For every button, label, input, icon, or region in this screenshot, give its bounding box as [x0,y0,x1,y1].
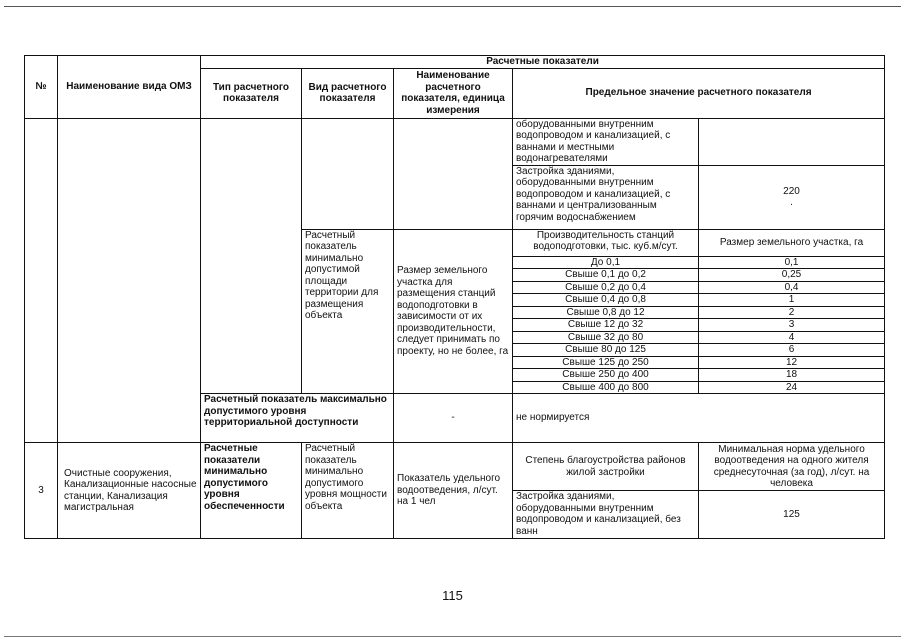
type-max-accessibility: Расчетный показатель максимально допустимого уровня территориальной доступности [201,394,394,443]
omz-sewage: Очистные сооружения, Канализационные насосные станции, Канализация магистральная [58,443,201,539]
value-220: 220 [783,185,800,197]
kind-min-area: Расчетный показатель минимально допустимой площади территории для размещения объекта [302,229,394,394]
capacity-range: Свыше 0,2 до 0,4 [513,281,699,294]
area-value: 0,1 [699,256,885,269]
area-value: 4 [699,331,885,344]
header-calc-indicators: Расчетные показатели [201,56,885,69]
area-header: Размер земельного участка, га [699,229,885,256]
continued-value-empty [699,118,885,165]
name-land-plot: Размер земельного участка для размещения станций водоподготовки в зависимости от их производительности, следует принимать по проекту, но не более, га [394,229,513,394]
kind-min-capacity: Расчетный показатель минимально допустимого уровня мощности объекта [302,443,394,539]
name-water-disposal: Показатель удельного водоотведения, л/сут. на 1 чел [394,443,513,539]
omz-cell-empty [58,118,201,443]
capacity-range: Свыше 0,4 до 0,8 [513,294,699,307]
area-value: 18 [699,369,885,382]
type-min-provision: Расчетные показатели минимально допустимого уровня обеспеченности [201,443,302,539]
building-no-bath-text: Застройка зданиями, оборудованными внутренним водопроводом и канализацией, без ванн [513,491,699,539]
capacity-range: Свыше 80 до 125 [513,344,699,357]
num-cell-empty [25,118,58,443]
row-num-3: 3 [25,443,58,539]
area-value: 6 [699,344,885,357]
capacity-range: Свыше 32 до 80 [513,331,699,344]
area-value: 12 [699,356,885,369]
scan-mark: . [790,197,793,208]
scan-frame-top [4,6,901,7]
building-no-bath-value: 125 [699,491,885,539]
area-value: 0,4 [699,281,885,294]
continued-text: оборудованными внутренним водопроводом и канализацией, с ваннами и местными водонагревателями [513,118,699,165]
name-cell-empty [394,118,513,229]
header-name-unit: Наименование расчетного показателя, единица измерения [394,68,513,118]
type-cell-empty [201,118,302,394]
header-type: Тип расчетного показателя [201,68,302,118]
norms-table [24,55,885,539]
kind-cell-empty [302,118,394,229]
capacity-header: Производительность станций водоподготовки, тыс. куб.м/сут. [513,229,699,256]
area-value: 1 [699,294,885,307]
min-norm-header: Минимальная норма удельного водоотведения на одного жителя среднесуточная (за год), л/сут. на человека [699,443,885,491]
capacity-range: Свыше 250 до 400 [513,369,699,382]
building-type-text: Застройка зданиями, оборудованными внутренним водопроводом и канализацией, с ваннами и централизованным горячим водоснабжением [513,165,699,229]
capacity-range: Свыше 0,8 до 12 [513,306,699,319]
area-value: 2 [699,306,885,319]
area-value: 3 [699,319,885,332]
header-limit: Предельное значение расчетного показателя [513,68,885,118]
scan-frame-bottom [4,636,901,637]
limit-not-regulated: не нормируется [513,394,885,443]
area-value: 24 [699,381,885,394]
capacity-range: Свыше 125 до 250 [513,356,699,369]
capacity-range: Свыше 400 до 800 [513,381,699,394]
building-type-value [699,165,885,229]
capacity-range: До 0,1 [513,256,699,269]
page-number: 115 [442,588,463,603]
header-name-omz: Наименование вида ОМЗ [58,56,201,119]
name-dash: - [394,394,513,443]
header-num: № [25,56,58,119]
area-value: 0,25 [699,269,885,282]
capacity-range: Свыше 0,1 до 0,2 [513,269,699,282]
capacity-range: Свыше 12 до 32 [513,319,699,332]
improvement-degree-header: Степень благоустройства районов жилой застройки [513,443,699,491]
header-kind: Вид расчетного показателя [302,68,394,118]
